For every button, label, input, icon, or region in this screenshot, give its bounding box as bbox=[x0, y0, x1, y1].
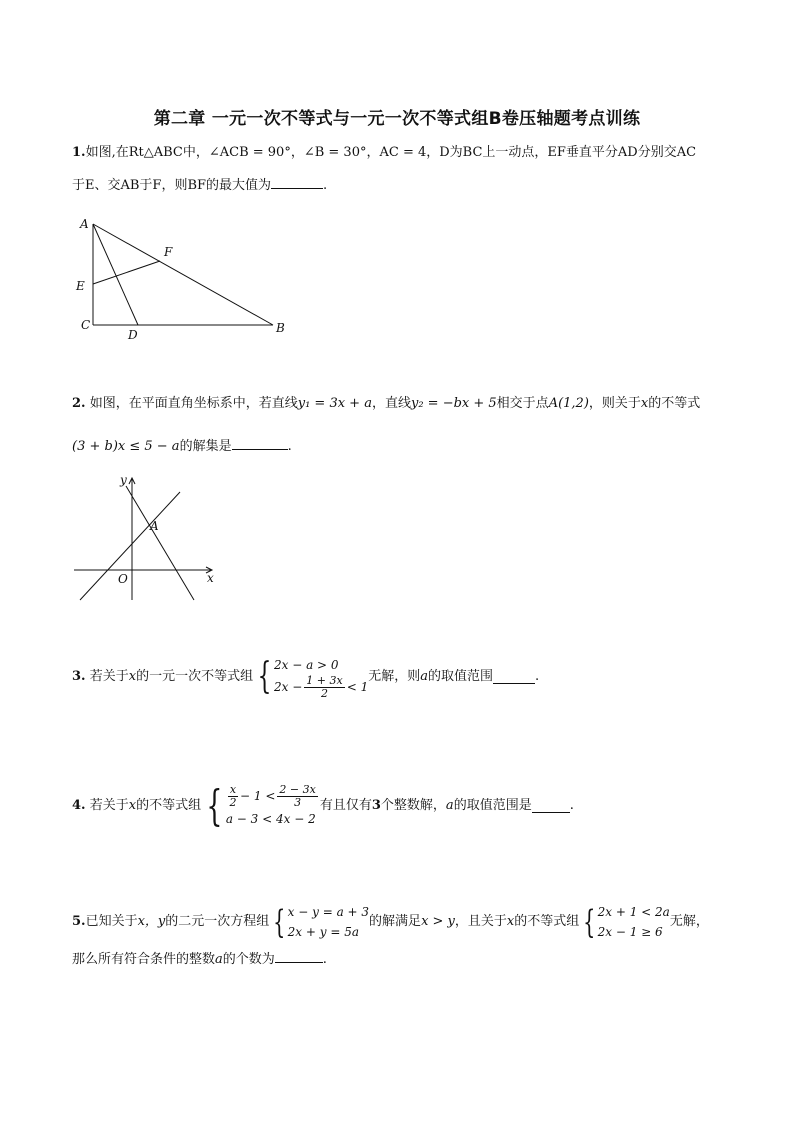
label-D: D bbox=[128, 328, 138, 342]
question-5-end: . bbox=[322, 952, 327, 967]
answer-blank-3[interactable] bbox=[493, 671, 535, 684]
question-4-text-b: 的不等式组 bbox=[136, 798, 202, 813]
question-2-var: x bbox=[640, 396, 649, 411]
system-row-1 bbox=[226, 784, 320, 809]
question-2-inequality: (3 + b)x ≤ 5 − a bbox=[72, 439, 180, 454]
label-E: E bbox=[76, 279, 85, 293]
page-title: 第二章 一元一次不等式与一元一次不等式组B卷压轴题考点训练 bbox=[153, 109, 641, 129]
question-5-line-2 bbox=[72, 950, 327, 969]
question-3-text-d: 的取值范围 bbox=[428, 669, 494, 684]
answer-blank-2[interactable] bbox=[232, 437, 288, 450]
question-3-end: . bbox=[535, 669, 540, 684]
brace-icon: { bbox=[257, 656, 272, 697]
fraction-numerator: 2 − 3x bbox=[279, 782, 316, 796]
question-1-line2-text: 于E、交AB于F，则BF的最大值为 bbox=[72, 178, 272, 193]
system-row-2 bbox=[274, 675, 368, 700]
system-row-2: a − 3 < 4x − 2 bbox=[225, 811, 316, 826]
question-3-text-a: 若关于 bbox=[89, 669, 129, 684]
question-1-figure bbox=[72, 212, 292, 344]
question-5-line2-b: 的个数为 bbox=[222, 952, 275, 967]
question-4-text-a: 若关于 bbox=[89, 798, 129, 813]
question-5-var2: a bbox=[215, 952, 223, 967]
question-5-equation-system bbox=[269, 902, 369, 942]
question-3-text-c: 无解，则 bbox=[368, 669, 421, 684]
axis-label-x: x bbox=[207, 571, 214, 585]
question-2-text-e: 的解集是 bbox=[179, 439, 232, 454]
question-5-inequality-system bbox=[579, 902, 670, 942]
brace-icon: { bbox=[273, 903, 286, 941]
question-4-count: 3 bbox=[371, 798, 381, 813]
inequality-row-1: 2x + 1 < 2a bbox=[597, 905, 670, 919]
fraction bbox=[304, 675, 344, 700]
origin-label: O bbox=[118, 572, 128, 586]
row1-middle: − 1 < bbox=[240, 789, 276, 803]
question-3-number: 3. bbox=[72, 669, 86, 684]
question-3-system bbox=[253, 655, 368, 700]
question-5-line-1 bbox=[72, 900, 709, 944]
question-2-text-b: 相交于点 bbox=[496, 396, 549, 411]
segment-AD bbox=[93, 224, 138, 325]
fraction-denominator: 2 bbox=[320, 686, 328, 700]
fraction-numerator: x bbox=[229, 782, 237, 796]
question-3-var: x bbox=[128, 669, 137, 684]
question-2-line-y2: y₂ = −bx + 5 bbox=[410, 396, 497, 411]
question-4-text-e: 的取值范围是 bbox=[453, 798, 532, 813]
label-C: C bbox=[81, 318, 91, 332]
question-5-vars: x，y bbox=[137, 914, 166, 929]
question-2-figure bbox=[70, 470, 230, 605]
question-4-var: x bbox=[128, 798, 137, 813]
row2-suffix: < 1 bbox=[346, 680, 369, 694]
question-2-line-1 bbox=[72, 395, 700, 413]
inequality-row-2: 2x − 1 ≥ 6 bbox=[597, 925, 663, 939]
question-2-line-2 bbox=[72, 437, 292, 456]
question-5-text-d: ，且关于 bbox=[454, 914, 507, 929]
question-4-line bbox=[72, 778, 574, 834]
fraction-denominator: 3 bbox=[294, 795, 302, 809]
question-4-text-d: 个整数解， bbox=[380, 798, 446, 813]
equation-row-2: 2x + y = 5a bbox=[287, 925, 359, 939]
answer-blank-1[interactable] bbox=[271, 176, 323, 189]
line-y2 bbox=[126, 486, 194, 600]
question-4-var2: a bbox=[445, 798, 454, 813]
question-1-line-1 bbox=[72, 144, 696, 162]
row2-prefix: 2x − bbox=[274, 680, 303, 694]
question-5-text-a: 已知关于 bbox=[85, 914, 138, 929]
question-1-text-a: 如图,在Rt△ABC中，∠ACB = 90°，∠B = 30°，AC = 4，D为BC上一动点， bbox=[85, 145, 548, 160]
question-5-text-e: 的不等式组 bbox=[514, 914, 580, 929]
question-2-end: . bbox=[287, 439, 292, 454]
fraction-numerator: 1 + 3x bbox=[306, 673, 343, 687]
answer-blank-5[interactable] bbox=[275, 950, 323, 963]
question-2-text-c: ，则关于 bbox=[588, 396, 641, 411]
question-2-line-y1: y₁ = 3x + a bbox=[297, 396, 372, 411]
fraction bbox=[277, 784, 317, 809]
question-3-var2: a bbox=[420, 669, 428, 684]
brace-icon: { bbox=[583, 903, 596, 941]
question-2-text-a: 如图，在平面直角坐标系中，若直线 bbox=[89, 396, 298, 411]
question-5-text-c: 的解满足 bbox=[369, 914, 422, 929]
answer-blank-4[interactable] bbox=[532, 800, 570, 813]
question-5-line2-text: 那么所有符合条件的整数 bbox=[72, 952, 216, 967]
question-5-text-f: 无解， bbox=[669, 914, 709, 929]
question-1-end: . bbox=[323, 178, 328, 193]
question-3-text-b: 的一元一次不等式组 bbox=[136, 669, 254, 684]
fraction-denominator: 2 bbox=[229, 795, 237, 809]
label-A: A bbox=[80, 217, 89, 231]
question-2-text-d: 的不等式 bbox=[648, 396, 701, 411]
system-row-1: 2x − a > 0 bbox=[274, 657, 339, 672]
question-4-end: . bbox=[569, 798, 574, 813]
question-5-number: 5. bbox=[72, 914, 86, 929]
fraction bbox=[228, 784, 238, 809]
question-5-text-b: 的二元一次方程组 bbox=[165, 914, 270, 929]
question-1-line-2 bbox=[72, 176, 327, 195]
question-5-condition: x > y bbox=[421, 914, 455, 929]
question-2-number: 2. bbox=[72, 396, 86, 411]
question-5-var: x bbox=[506, 914, 515, 929]
question-2-sep: ，直线 bbox=[371, 396, 411, 411]
equation-row-1: x − y = a + 3 bbox=[287, 905, 370, 919]
axis-label-y: y bbox=[120, 473, 127, 487]
question-3-line bbox=[72, 652, 539, 702]
question-2-point: A(1,2) bbox=[548, 396, 589, 411]
segment-EF bbox=[93, 261, 160, 284]
question-1-text-b: EF垂直平分AD分别交AC bbox=[547, 145, 697, 160]
label-B: B bbox=[276, 321, 285, 335]
line-y1 bbox=[80, 492, 180, 600]
question-4-number: 4. bbox=[72, 798, 86, 813]
question-4-text-c: 有且仅有 bbox=[319, 798, 372, 813]
question-4-system bbox=[201, 781, 320, 830]
point-label-A: A bbox=[150, 519, 159, 533]
label-F: F bbox=[164, 245, 173, 259]
question-1-number: 1. bbox=[72, 145, 86, 160]
brace-icon: { bbox=[206, 781, 223, 830]
